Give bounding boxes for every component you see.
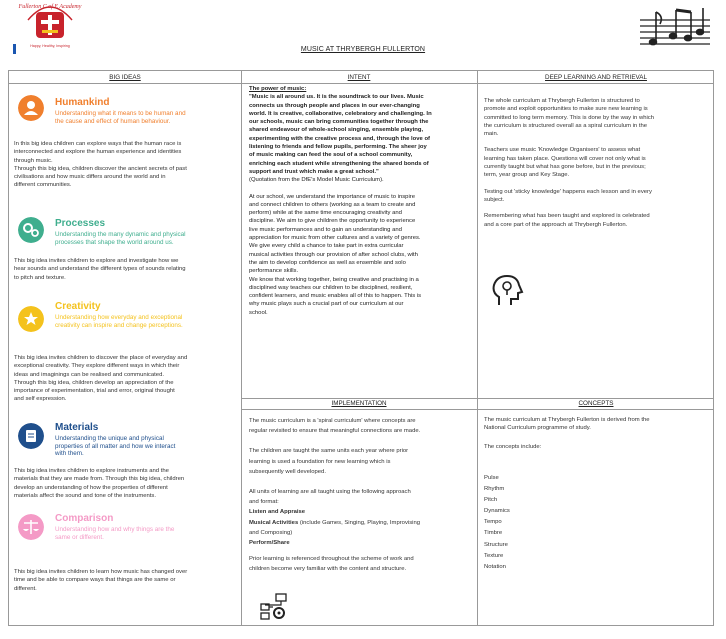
school-motto: Happy, Healthy, Inspiring [30,44,70,48]
heading-intent: INTENT [347,74,371,81]
concepts-text: The music curriculum at Thrybergh Fullerton is derived from the National Curriculum programme of study. The concepts include: [484,417,650,450]
heading-implementation: IMPLEMENTATION [331,400,387,407]
idea-title-humankind: Humankind [55,97,110,108]
deep-learning-text: The whole curriculum at Thrybergh Fullerton is structured to promote and exploit opportunities to make sure new learning is committed to long term memory. This is done by the way in which the curriculum is structured overall as a spiral curriculum in the main. Teachers use music 'Knowledge Organisers' to assess what learning has taken place. Questions will cover not only what is currently taught but what has gone before, but in the previous; term, year group and Key Stage. Testing out 'sticky knowledge' happens each lesson and in every subject. Remembering what has been taught and explored is celebrated and a core part of the approach at Thrybergh Fullerton. [484,98,655,228]
idea-subtitle-processes: Understanding the many dynamic and physical processes that shape the world around us. [55,231,186,246]
list-item: Tempo [484,519,502,526]
music-notes-icon [640,6,710,50]
idea-subtitle-humankind: Understanding what it means to be human and the cause and effect of human behaviour. [55,110,186,125]
list-item: Notation [484,563,506,570]
list-item: Pulse [484,475,499,481]
list-item: Pitch [484,497,498,504]
network-gears-icon [259,593,289,621]
head-thinking-icon [489,273,525,309]
idea-body-comparison: This big idea invites children to learn how music has changed over time and be able to compare ways that things are the same or different. [14,569,188,592]
idea-body-materials: This big idea invites children to explore instruments and the materials that they are made from. Through this big idea, children develop an understanding of how the properties of different materials affect the sound and tone of the instruments. [14,468,185,499]
heading-concepts: CONCEPTS [578,400,614,407]
curriculum-grid [8,70,714,626]
comparison-icon [18,514,44,540]
list-item: Timbre [484,530,503,537]
list-item: Structure [484,541,508,548]
idea-subtitle-materials: Understanding the unique and physical properties of all matter and how we interact with them. [55,435,176,458]
idea-body-processes: This big idea invites children to explore and investigate how we hear sounds and understand the different types of sounds relating to pitch and texture. [14,258,186,281]
concepts-list [484,473,584,573]
school-name: Fullerton C of E Academy [18,4,82,10]
idea-title-materials: Materials [55,422,99,433]
school-crest-icon [18,0,82,52]
processes-icon [18,217,44,243]
materials-icon [18,423,44,449]
idea-body-creativity: This big idea invites children to discover the place of everyday and exceptional creativity. They explore different ways in which their ideas and imaginings can be realised and communicated. Through this big idea, children develop an appreciation of the importance of experimentation, trial and error, original thought and self expression. [14,355,188,403]
idea-body-humankind: In this big idea children can explore ways that the human race is interconnected and explore the human experience and identities through music. Through this big idea, children discover the ancient secrets of past civilisations and how music differs around the world and in different communities. [14,141,187,189]
humankind-icon [18,95,44,121]
list-item: Rhythm [484,486,505,493]
creativity-icon [18,306,44,332]
idea-subtitle-creativity: Understanding how everyday and exceptional creativity can inspire and change perceptions. [55,314,183,329]
idea-subtitle-comparison: Understanding how and why things are the same or different. [55,526,175,541]
list-item: Texture [484,552,504,559]
intent-text: The power of music: "Music is all around us. It is the soundtrack to our lives. Music connects us through people and places in our ever-changing world. It is creative, collaborative, celebratory and challenging. In our schools, music can bring communities together through the shared endeavour of whole-school singing, ensemble playing, experimenting with the creative process and, through the love of listening to friends and fellow pupils, performing. The sheer joy of music making can feed the soul of a school community, enriching each student while strengthening the shared bonds of support and trust which make a great school." (Quotation from the DfE's Model Music Curriculum). At our school, we understand the importance of music to inspire and connect children to others (working as a team to create and perform) while at the same time encouraging creativity and discipline. We aim to give children the opportunity to experience live music performances and to gain an understanding and appreciation for music from other cultures and a variety of genres. We give every child a chance to take part in extra curricular musical activities through our provision of after school clubs, with the aim to develop confidence as well as ensemble and solo performance skills. We know that working together, being creative and practising in a disciplined way teaches our children to be disciplined, resilient, confident learners, and music enables all of this to happen. This is why music plays such a crucial part of our curriculum at our school. [249,86,432,316]
list-item: Dynamics [484,508,510,515]
heading-big-ideas: BIG IDEAS [109,74,141,81]
idea-title-comparison: Comparison [55,513,114,524]
page-title: MUSIC AT THRYBERGH FULLERTON [300,46,426,53]
idea-title-processes: Processes [55,218,106,229]
implementation-text: The music curriculum is a 'spiral curriculum' where concepts are regular revisited to ensure that meaningful connections are made. The children are taught the same units each year where prior learning is used a foundation for new learning which is subsequently well developed. All units of learning are all taught using the following approach and format: Listen and Appraise Musical Activities (include Games, Singing, Playing, Improvising and Composing) Perform/Share Prior learning is referenced throughout the scheme of work and children become very familiar with the content and structure. [249,418,421,573]
idea-title-creativity: Creativity [55,301,101,312]
heading-deep-learning: DEEP LEARNING AND RETRIEVAL [545,74,647,81]
